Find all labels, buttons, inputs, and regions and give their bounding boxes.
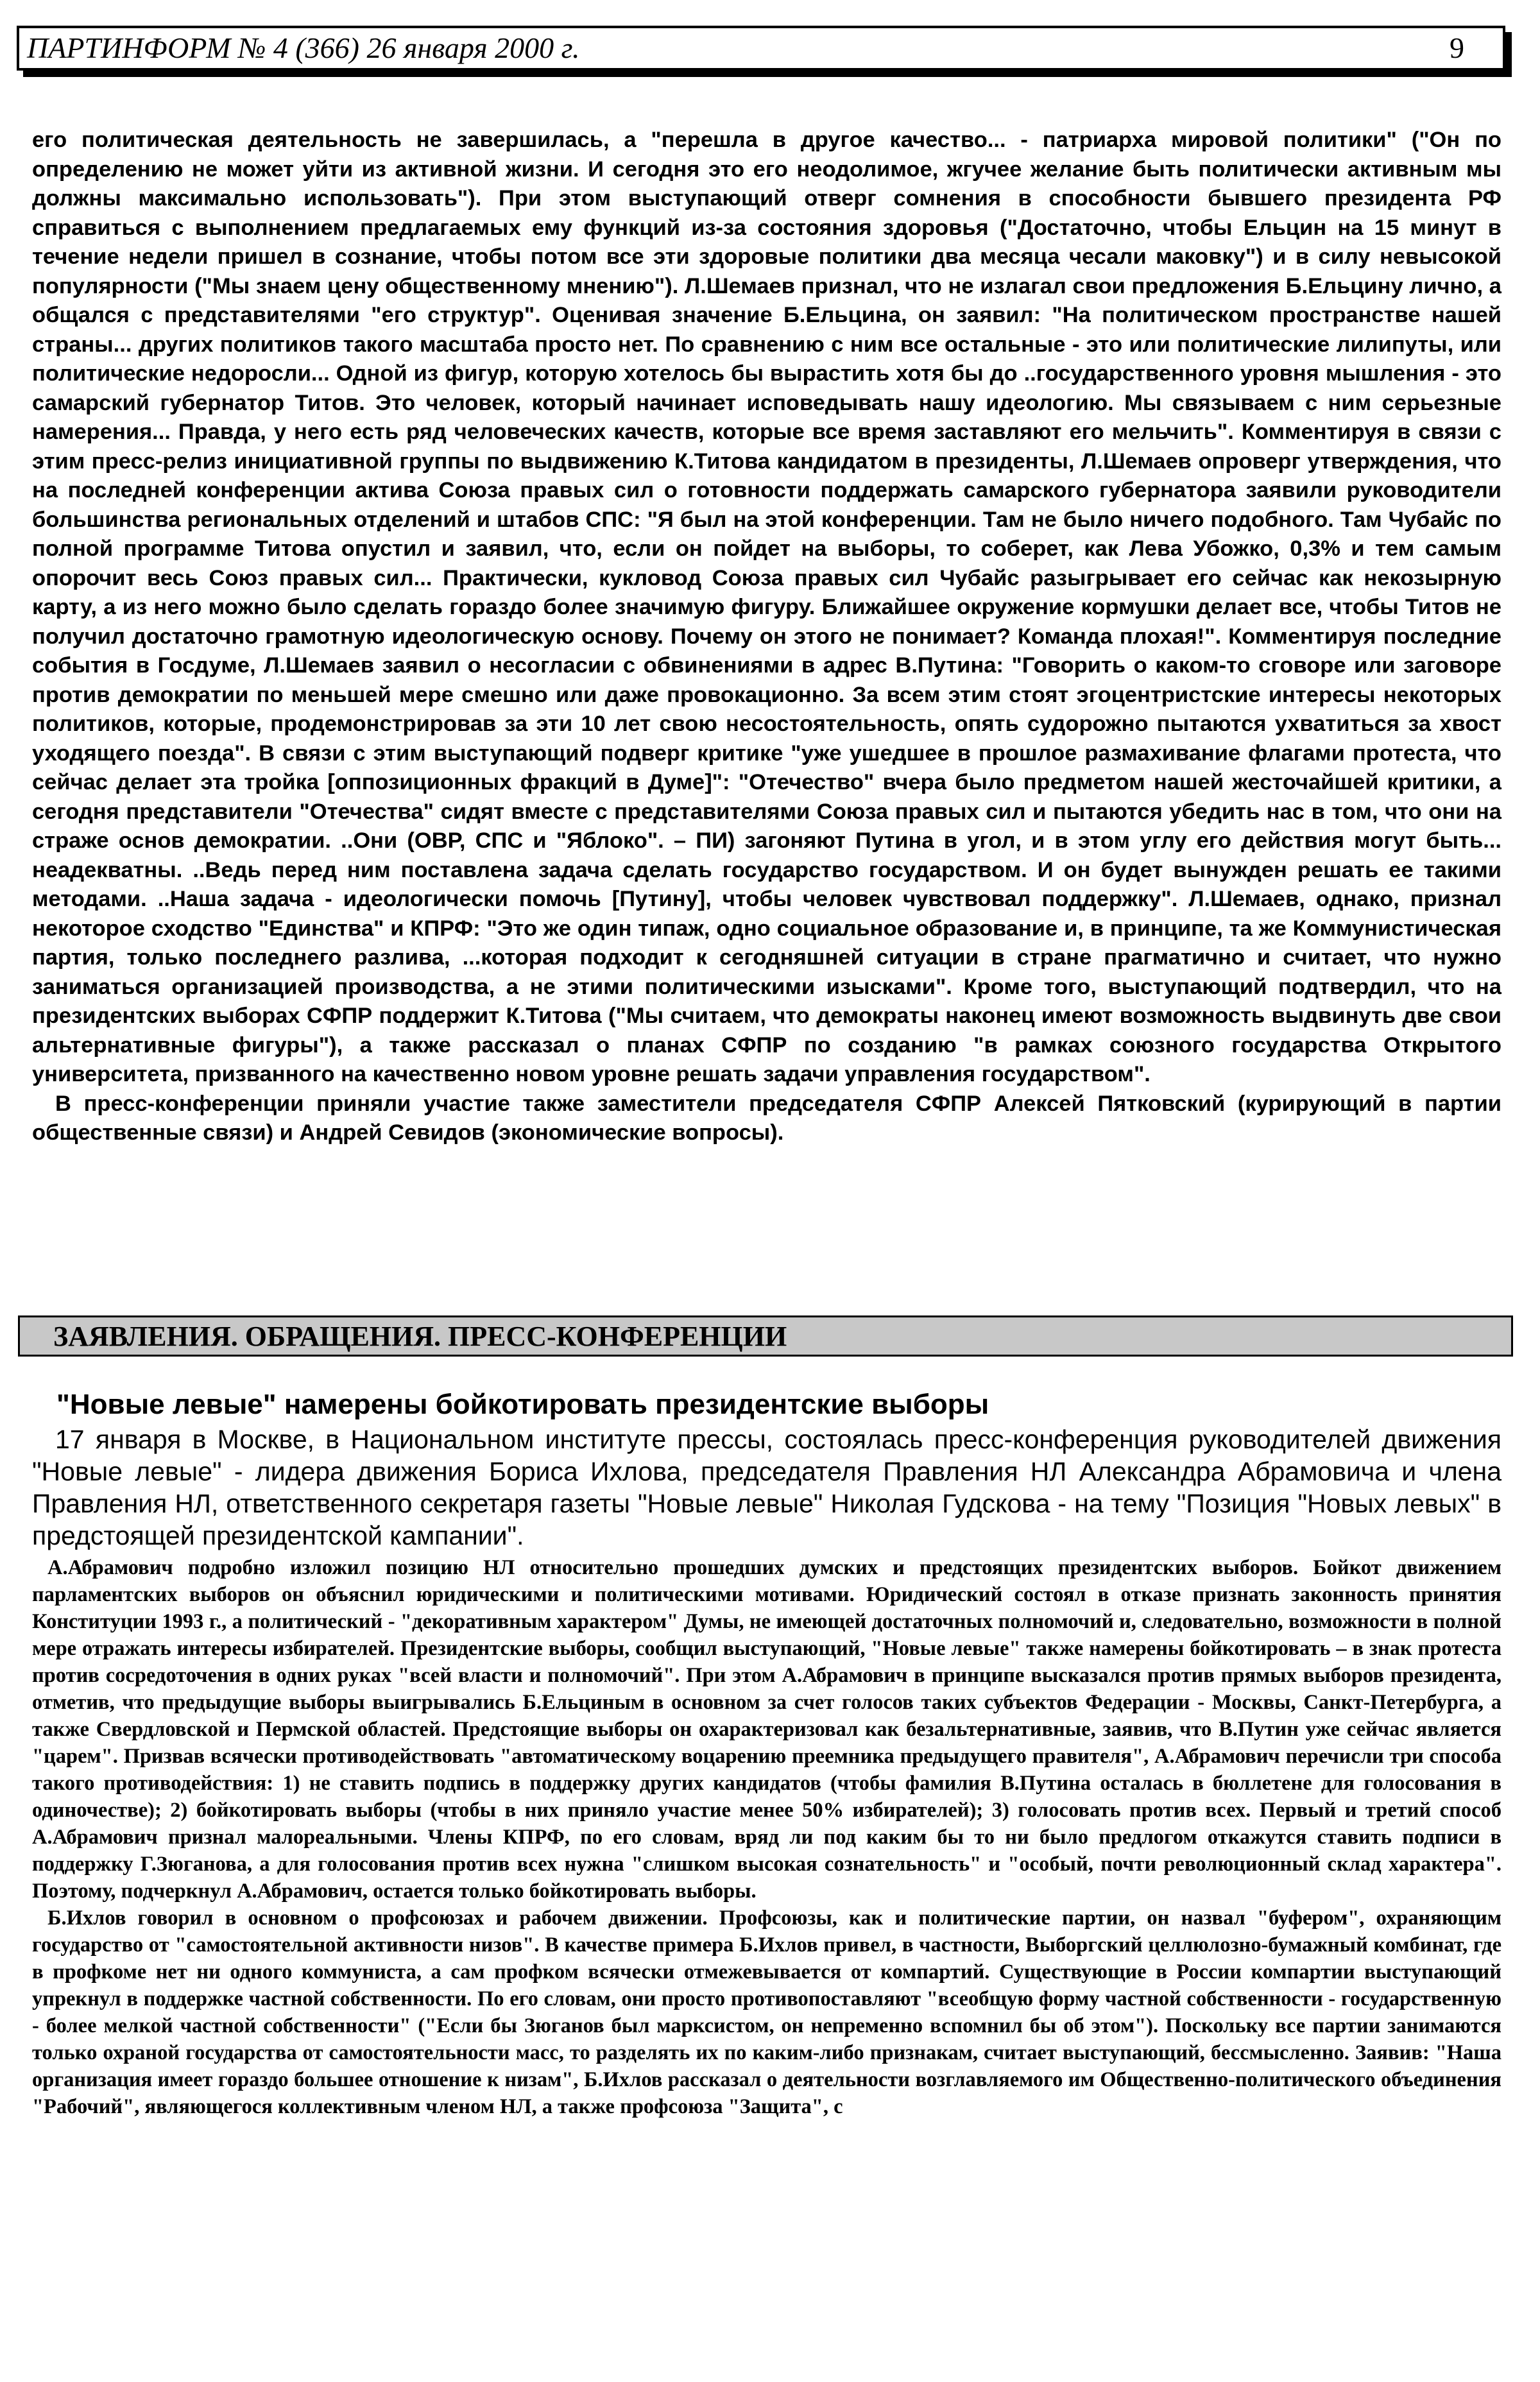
- article-paragraph: Б.Ихлов говорил в основном о профсоюзах и рабочем движении. Профсоюзы, как и политические партии, он назвал "буфером", охраняющим государство от "самостоятельной активности низов". В качестве примера Б.Ихлов привел, в частности, Выборгский целлюлозно-бумажный комбинат, где в профкоме нет ни одного коммуниста, а сам профком всячески отмежевывается от компартий. Существующие в России компартии выступающий упрекнул в поддержке частной собственности. По его словам, они просто противопоставляют "всеобщую форму частной собственности - государственную - более мелкой частной собственности" ("Если бы Зюганов был марксистом, он непременно вспомнил бы об этом"). Поскольку все партии занимаются только охраной государства от самостоятельности масс, то разделять их по каким-либо признакам, считает выступающий, бессмысленно. Заявив: "Наша организация имеет гораздо большее отношение к низам", Б.Ихлов рассказал о деятельности возглавляемого им Общественно-политического объединения "Рабочий", являющегося коллективным членом НЛ, а также профсоюза "Защита", с: [32, 1906, 1502, 2118]
- article-paragraph: В пресс-конференции приняли участие также заместители председателя СФПР Алексей Пятковский (курирующий в партии общественные связи) и Андрей Севидов (экономические вопросы).: [32, 1091, 1502, 1145]
- page-number: 9: [1450, 31, 1464, 64]
- article-paragraph: А.Абрамович подробно изложил позицию НЛ относительно прошедших думских и предстоящих президентских выборов. Бойкот движением парламентских выборов он объяснил юридическими и политическими мотивами. Юридический состоял в отказе признать законность принятия Конституции 1993 г., а политический - "декоративным характером" Думы, не имеющей достаточных полномочий и, следовательно, возможности в полной мере отражать интересы избирателей. Президентские выборы, сообщил выступающий, "Новые левые" также намерены бойкотировать – в знак протеста против сосредоточения в одних руках "всей власти и полномочий". При этом А.Абрамович в принципе высказался против прямых выборов президента, отметив, что предыдущие выборы выигрывались Б.Ельциным в основном за счет голосов таких субъектов Федерации - Москвы, Санкт-Петербурга, а также Свердловской и Пермской областей. Предстоящие выборы он охарактеризовал как безальтернативные, заявив, что В.Путин уже сейчас является "царем". Призвав всячески противодействовать "автоматическому воцарению преемника предыдущего правителя", А.Абрамович перечисли три способа такого противодействия: 1) не ставить подпись в поддержку других кандидатов (чтобы фамилия В.Путина осталась в бюллетене для голосования в одиночестве); 2) бойкотировать выборы (чтобы в них приняло участие менее 50% избирателей); 3) голосовать против всех. Первый и третий способ А.Абрамович признал малореальными. Члены КПРФ, по его словам, вряд ли под каким бы то ни было предлогом откажутся ставить подписи в поддержку Г.Зюганова, а для голосования против всех нужна "слишком высокая сознательность" и "особый, почти революционный склад характера". Поэтому, подчеркнул А.Абрамович, остается только бойкотировать выборы.: [32, 1556, 1502, 1903]
- page-header: [17, 26, 1505, 71]
- article-lead: [32, 1423, 1502, 1552]
- article-paragraph: его политическая деятельность не завершилась, а "перешла в другое качество... - патриарха мировой политики" ("Он по определению не может уйти из активной жизни. И сегодня это его неодолимое, жгучее желание быть политически активным мы должны максимально использовать"). При этом выступающий отверг сомнения в способности бывшего президента РФ справиться с выполнением предлагаемых ему функций из-за состояния здоровья ("Достаточно, чтобы Ельцин на 15 минут в течение недели пришел в сознание, чтобы потом все эти здоровые политики два месяца чесали маковку") и в силу невысокой популярности ("Мы знаем цену общественному мнению"). Л.Шемаев признал, что не излагал свои предложения Б.Ельцину лично, а общался с представителями "его структур". Оценивая значение Б.Ельцина, он заявил: "На политическом пространстве нашей страны... других политиков такого масштаба просто нет. По сравнению с ним все остальные - это или политические лилипуты, или политические недоросли... Одной из фигур, которую хотелось бы вырастить хотя бы до ..государственного уровня мышления - это самарский губернатор Титов. Это человек, который начинает исповедывать нашу идеологию. Мы связываем с ним серьезные намерения... Правда, у него есть ряд человеческих качеств, которые все время заставляют его мельчить". Комментируя в связи с этим пресс-релиз инициативной группы по выдвижению К.Титова кандидатом в президенты, Л.Шемаев опроверг утверждения, что на последней конференции актива Союза правых сил о готовности поддержать самарского губернатора заявили руководители большинства региональных отделений и штабов СПС: "Я был на этой конференции. Там не было ничего подобного. Там Чубайс по полной программе Титова опустил и заявил, что, если он пойдет на выборы, то соберет, как Лева Убожко, 0,3% и тем самым опорочит весь Союз правых сил... Практически, кукловод Союза правых сил Чубайс разыгрывает его сейчас как некозырную карту, а из него можно было сделать гораздо более значимую фигуру. Ближайшее окружение кормушки делает все, чтобы Титов не получил достаточно грамотную идеологическую основу. Почему он этого не понимает? Команда плохая!". Комментируя последние события в Госдуме, Л.Шемаев заявил о несогласии с обвинениями в адрес В.Путина: "Говорить о каком-то сговоре или заговоре против демократии по меньшей мере смешно или даже провокационно. За всем этим стоят эгоцентристские интересы некоторых политиков, которые, продемонстрировав за эти 10 лет свою несостоятельность, опять судорожно пытаются ухватиться за хвост уходящего поезда". В связи с этим выступающий подверг критике "уже ушедшее в прошлое размахивание флагами протеста, что сейчас делает эта тройка [оппозиционных фракций в Думе]": "Отечество" вчера было предметом нашей жесточайшей критики, а сегодня представители "Отечества" сидят вместе с представителями Союза правых сил и пытаются убедить нас в том, что они на страже основ демократии. ..Они (ОВР, СПС и "Яблоко". – ПИ) загоняют Путина в угол, и в этом углу его действия могут быть... неадекватны. ..Ведь перед ним поставлена задача сделать государство государством. И он будет вынужден решать ее такими методами. ..Наша задача - идеологически помочь [Путину], чтобы человек чувствовал поддержку". Л.Шемаев, однако, признал некоторое сходство "Единства" и КПРФ: "Это же один типаж, одно социальное образование и, в принципе, та же Коммунистическая партия, только последнего разлива, ...которая подходит к сегодняшней ситуации в стране прагматично и считает, что нужно заниматься организацией производства, а не этими политическими изысками". Кроме того, выступающий подтвердил, что на президентских выборах СФПР поддержит К.Титова ("Мы считаем, что демократы наконец имеют возможность выдвинуть две свои альтернативные фигуры"), а также рассказал о планах СФПР по созданию "в рамках союзного государства Открытого университета, призванного на качественно новом уровне решать задачи управления государством".: [32, 128, 1502, 1086]
- newspaper-masthead: ПАРТИНФОРМ № 4 (366) 26 января 2000 г.: [27, 31, 580, 64]
- article-headline: "Новые левые" намерены бойкотировать президентские выборы: [56, 1389, 989, 1420]
- article-continuation: [32, 126, 1502, 1148]
- section-banner: [18, 1315, 1513, 1357]
- lead-paragraph: 17 января в Москве, в Национальном институте прессы, состоялась пресс-конференция руководителей движения "Новые левые" - лидера движения Бориса Ихлова, председателя Правления НЛ Александра Абрамовича и члена Правления НЛ, ответственного секретаря газеты "Новые левые" Николая Гудскова - на тему "Позиция "Новых левых" в предстоящей президентской кампании".: [32, 1425, 1502, 1550]
- article-body: [32, 1554, 1502, 2120]
- section-title: ЗАЯВЛЕНИЯ. ОБРАЩЕНИЯ. ПРЕСС-КОНФЕРЕНЦИИ: [53, 1321, 787, 1352]
